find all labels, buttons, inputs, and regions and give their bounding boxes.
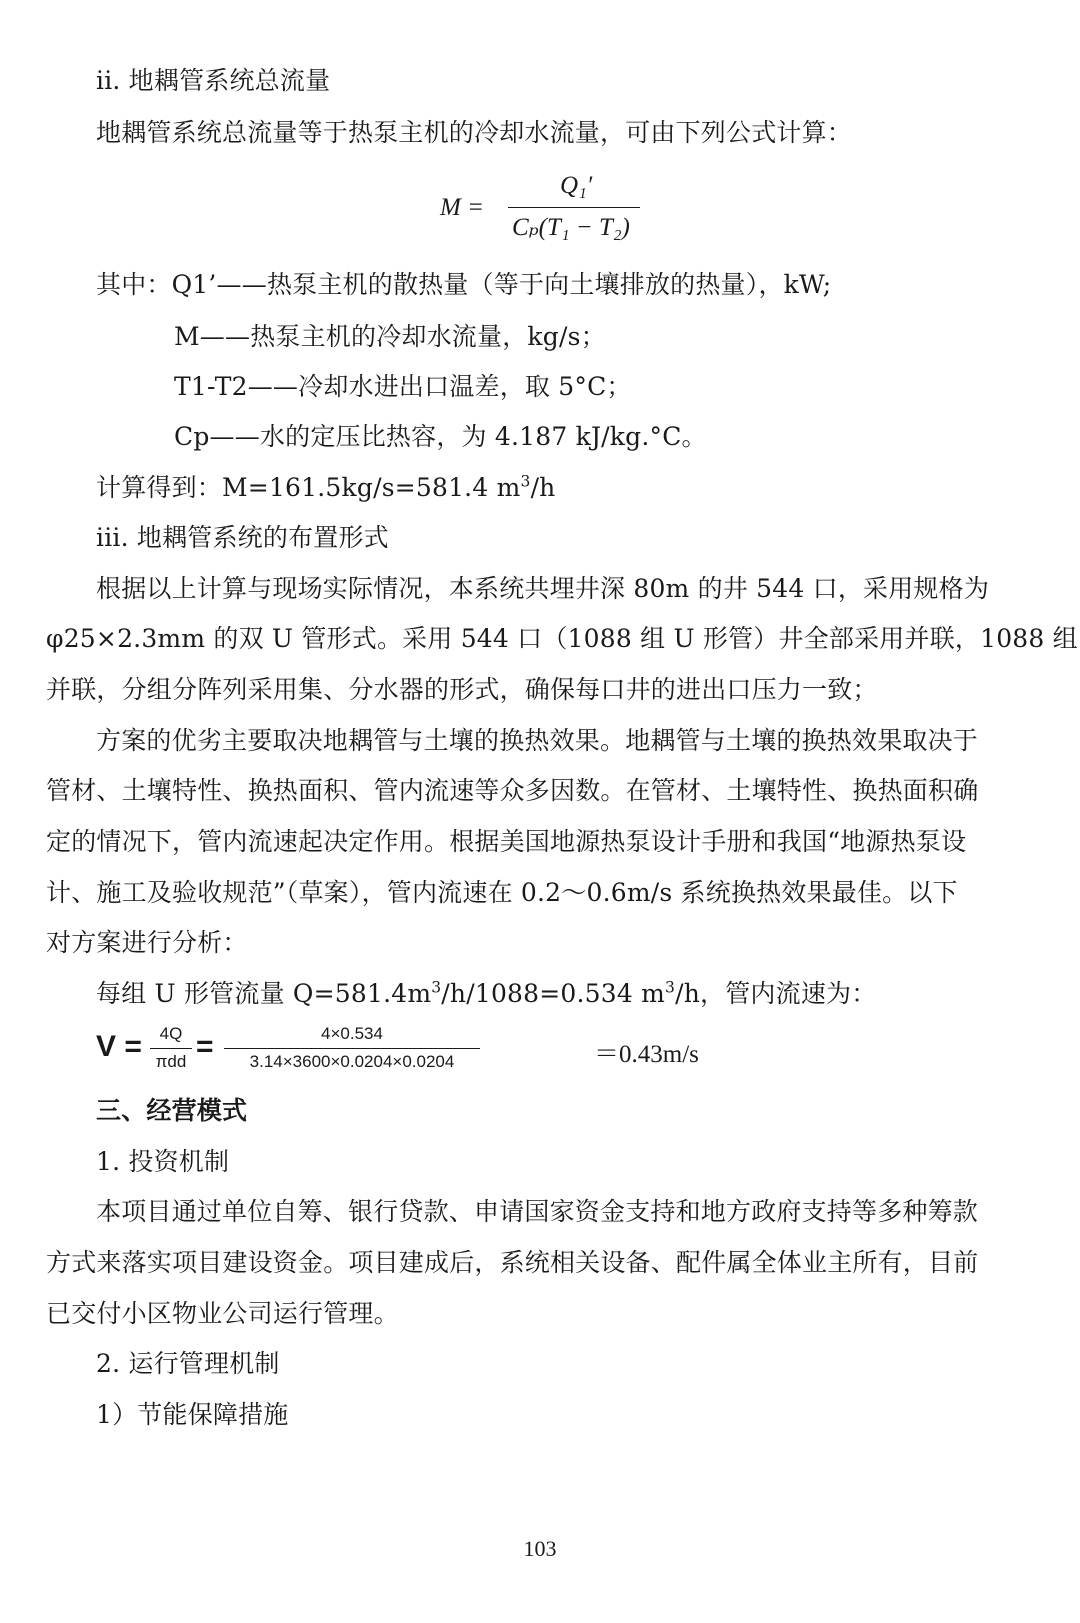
fraction2-bar: [224, 1048, 480, 1049]
intro-paragraph: 地耦管系统总流量等于热泵主机的冷却水流量，可由下列公式计算：: [96, 118, 853, 147]
paragraph-line: 定的情况下，管内流速起决定作用。根据美国地源热泵设计手册和我国“地源热泵设: [46, 827, 967, 856]
velocity-result: ＝0.43m/s: [594, 1041, 699, 1068]
calc-result: [96, 471, 556, 505]
calc-result-sup: 3: [520, 472, 531, 491]
calc-result-unit: /h: [530, 473, 556, 502]
flow-sup-1: 3: [431, 978, 442, 997]
paragraph-line: 方式来落实项目建设资金。项目建成后，系统相关设备、配件属全体业主所有，目前: [46, 1248, 979, 1277]
fraction1-denominator: πdd: [155, 1052, 187, 1071]
flow-sup-2: 3: [665, 978, 676, 997]
page-number: 103: [523, 1536, 557, 1561]
fraction1-numerator: 4Q: [159, 1024, 183, 1043]
where-cp: Cp——水的定压比热容，为 4.187 kJ/kg.°C。: [174, 422, 707, 451]
subsection-heading-ii: ii. 地耦管系统总流量: [96, 66, 331, 95]
paragraph-line: 根据以上计算与现场实际情况，本系统共埋井深 80m 的井 544 口，采用规格为: [96, 574, 990, 603]
item-heading-2: 2. 运行管理机制: [96, 1349, 280, 1378]
flow-text-b: /h/1088=0.534 m: [441, 979, 666, 1008]
formula-lhs: M =: [440, 194, 484, 221]
paragraph-line: 对方案进行分析：: [46, 928, 248, 957]
where-q1: 其中：Q1’——热泵主机的散热量（等于向土壤排放的热量），kW;: [96, 270, 832, 299]
section-heading-3: 三、经营模式: [96, 1096, 248, 1125]
item-heading-1: 1. 投资机制: [96, 1147, 230, 1176]
paragraph-line: 本项目通过单位自筹、银行贷款、申请国家资金支持和地方政府支持等多种筹款: [96, 1197, 979, 1226]
velocity-symbol: V =: [96, 1030, 142, 1063]
paragraph-line: 计、施工及验收规范”（草案），管内流速在 0.2～0.6m/s 系统换热效果最佳。以下: [46, 878, 958, 907]
flow-rate-line: [96, 977, 876, 1011]
flow-text-a: 每组 U 形管流量 Q=581.4m: [96, 979, 432, 1008]
subsection-heading-iii: iii. 地耦管系统的布置形式: [96, 523, 389, 552]
where-t: T1-T2——冷却水进出口温差，取 5°C；: [174, 372, 632, 401]
paragraph-line: 方案的优劣主要取决地耦管与土壤的换热效果。地耦管与土壤的换热效果取决于: [96, 726, 979, 755]
calc-result-text: 计算得到：M=161.5kg/s=581.4 m: [96, 473, 521, 502]
equals-sign: =: [196, 1030, 214, 1063]
paragraph-line: 并联，分组分阵列采用集、分水器的形式，确保每口井的进出口压力一致；: [46, 675, 878, 704]
fraction2-numerator: 4×0.534: [321, 1024, 383, 1043]
fraction2-denominator: 3.14×3600×0.0204×0.0204: [249, 1052, 455, 1071]
velocity-formula: [96, 1022, 816, 1092]
paragraph-line: 管材、土壤特性、换热面积、管内流速等众多因数。在管材、土壤特性、换热面积确: [46, 776, 979, 805]
where-m: M——热泵主机的冷却水流量，kg/s；: [174, 322, 606, 351]
flow-text-c: /h，管内流速为：: [675, 979, 877, 1008]
item-heading-2-1: 1）节能保障措施: [96, 1400, 289, 1429]
flow-formula: [440, 172, 640, 262]
formula-numerator: Q₁′: [560, 172, 593, 199]
paragraph-line: φ25×2.3mm 的双 U 管形式。采用 544 口（1088 组 U 形管）井全部采用并联，1088 组: [46, 624, 1078, 653]
formula-denominator: Cₚ(T₁ − T₂): [512, 214, 630, 241]
paragraph-line: 已交付小区物业公司运行管理。: [46, 1299, 399, 1328]
fraction1-bar: [150, 1048, 192, 1049]
fraction-bar: [508, 207, 640, 208]
